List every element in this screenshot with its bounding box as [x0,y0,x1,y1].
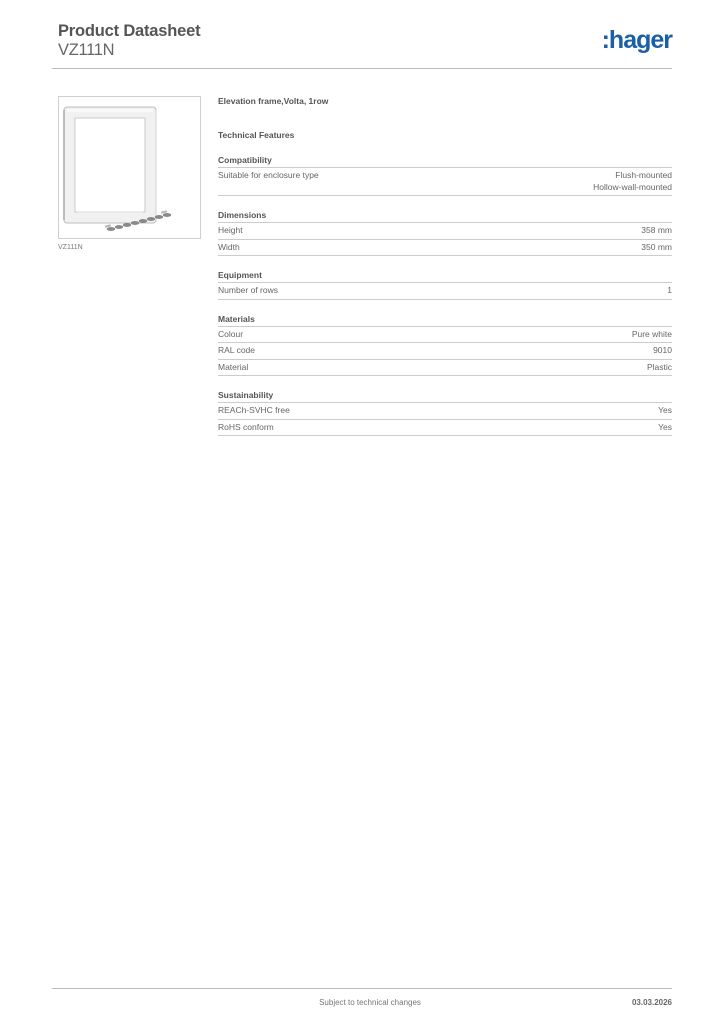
feature-row [218,283,672,300]
feature-section [218,210,672,256]
technical-features-heading: Technical Features [218,130,295,140]
feature-value-line: 358 mm [641,225,672,235]
product-image [58,96,201,239]
technical-content [218,96,672,436]
feature-value [647,362,672,374]
feature-value-line: Plastic [646,361,672,372]
feature-value-line: Hollow-wall-mounted [593,181,672,192]
feature-row [218,168,672,196]
feature-value-line: Flush-mounted [615,170,672,180]
feature-value-line: 9010 [653,345,672,355]
feature-row [218,240,672,257]
section-title: Materials [218,314,672,327]
feature-row [218,343,672,360]
feature-label: Material [218,361,249,372]
feature-section [218,155,672,196]
page-header [58,22,672,68]
feature-value [658,422,672,434]
feature-value-line: Yes [658,405,672,415]
document-title: Product Datasheet [58,22,201,40]
feature-label: Width [218,241,240,252]
feature-label: RoHS conform [218,421,274,432]
feature-row [218,360,672,377]
feature-label: Height [218,225,243,235]
feature-value [653,345,672,357]
feature-value-line: 350 mm [641,241,672,252]
feature-label: REACh-SVHC free [218,405,290,415]
feature-value [667,285,672,297]
feature-value [641,242,672,254]
feature-value-line: Yes [658,421,672,432]
footer-date: 03.03.2026 [631,998,672,1007]
header-divider [52,68,672,69]
feature-value-line: 1 [667,285,672,295]
feature-row [218,327,672,344]
feature-value [641,225,672,237]
product-code: VZ111N [58,41,115,59]
section-title: Sustainability [218,390,672,403]
hager-logo: :hager [601,26,672,54]
feature-sections [218,155,672,436]
feature-value-line: Pure white [631,328,672,339]
feature-label: Suitable for enclosure type [218,170,319,180]
feature-value [632,329,672,341]
feature-label: Number of rows [218,285,278,295]
feature-section [218,314,672,377]
feature-value [593,170,672,193]
feature-label: Colour [218,328,244,339]
section-title: Dimensions [218,210,672,223]
section-title: Compatibility [218,155,672,168]
footer-note: Subject to technical changes [319,998,421,1007]
feature-section [218,270,672,300]
feature-row [218,420,672,437]
product-name: Elevation frame,Volta, 1row [218,96,329,106]
feature-row [218,223,672,240]
frame-illustration-icon [59,97,200,238]
feature-row [218,403,672,420]
footer-divider [52,988,672,989]
feature-value [658,405,672,417]
section-title: Equipment [218,270,672,283]
image-caption: VZ111N [58,244,83,251]
feature-label: RAL code [218,345,256,355]
feature-section [218,390,672,436]
